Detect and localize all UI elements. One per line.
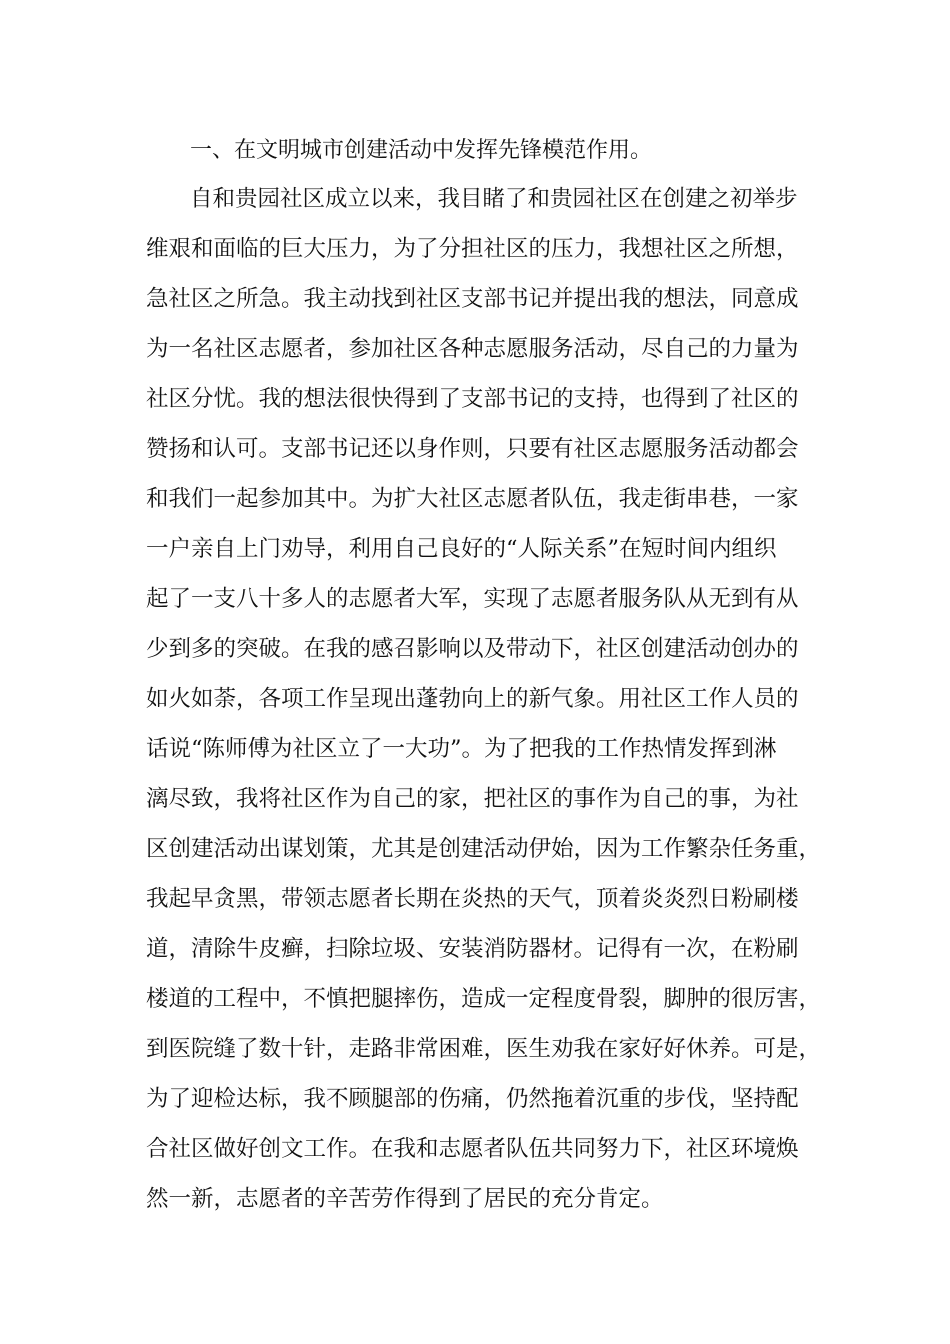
paragraph-line: 社区分忧。我的想法很快得到了支部书记的支持，也得到了社区的 bbox=[146, 386, 799, 412]
section-heading: 一、在文明城市创建活动中发挥先锋模范作用。 bbox=[190, 138, 653, 163]
paragraph-line: 话说“陈师傅为社区立了一大功”。为了把我的工作热情发挥到淋 bbox=[146, 736, 777, 762]
paragraph-line: 楼道的工程中，不慎把腿摔伤，造成一定程度骨裂，脚肿的很厉害， bbox=[146, 986, 822, 1012]
paragraph-line: 漓尽致，我将社区作为自己的家，把社区的事作为自己的事，为社 bbox=[146, 786, 799, 812]
paragraph-line: 到医院缝了数十针，走路非常困难，医生劝我在家好好休养。可是， bbox=[146, 1036, 822, 1062]
paragraph-line: 一户亲自上门劝导，利用自己良好的“人际关系”在短时间内组织 bbox=[146, 536, 777, 562]
paragraph-line: 我起早贪黑，带领志愿者长期在炎热的天气，顶着炎炎烈日粉刷楼 bbox=[146, 886, 799, 912]
paragraph-line: 道，清除牛皮癣，扫除垃圾、安装消防器材。记得有一次，在粉刷 bbox=[146, 936, 799, 962]
paragraph-line: 然一新，志愿者的辛苦劳作得到了居民的充分肯定。 bbox=[146, 1186, 664, 1212]
paragraph-line: 和我们一起参加其中。为扩大社区志愿者队伍，我走街串巷，一家 bbox=[146, 486, 799, 512]
paragraph-line: 为了迎检达标，我不顾腿部的伤痛，仍然拖着沉重的步伐，坚持配 bbox=[146, 1086, 799, 1112]
paragraph-line: 起了一支八十多人的志愿者大军，实现了志愿者服务队从无到有从 bbox=[146, 586, 799, 612]
paragraph-line: 少到多的突破。在我的感召影响以及带动下，社区创建活动创办的 bbox=[146, 636, 799, 662]
paragraph-line: 赞扬和认可。支部书记还以身作则，只要有社区志愿服务活动都会 bbox=[146, 436, 799, 462]
paragraph-line: 自和贵园社区成立以来，我目睹了和贵园社区在创建之初举步 bbox=[190, 186, 798, 212]
paragraph-line: 急社区之所急。我主动找到社区支部书记并提出我的想法，同意成 bbox=[146, 286, 799, 312]
paragraph-line: 区创建活动出谋划策，尤其是创建活动伊始，因为工作繁杂任务重， bbox=[146, 836, 822, 862]
paragraph-line: 合社区做好创文工作。在我和志愿者队伍共同努力下，社区环境焕 bbox=[146, 1136, 799, 1162]
paragraph-line: 如火如荼，各项工作呈现出蓬勃向上的新气象。用社区工作人员的 bbox=[146, 686, 799, 712]
paragraph-line: 维艰和面临的巨大压力，为了分担社区的压力，我想社区之所想， bbox=[146, 236, 799, 262]
paragraph-line: 为一名社区志愿者，参加社区各种志愿服务活动，尽自己的力量为 bbox=[146, 336, 799, 362]
